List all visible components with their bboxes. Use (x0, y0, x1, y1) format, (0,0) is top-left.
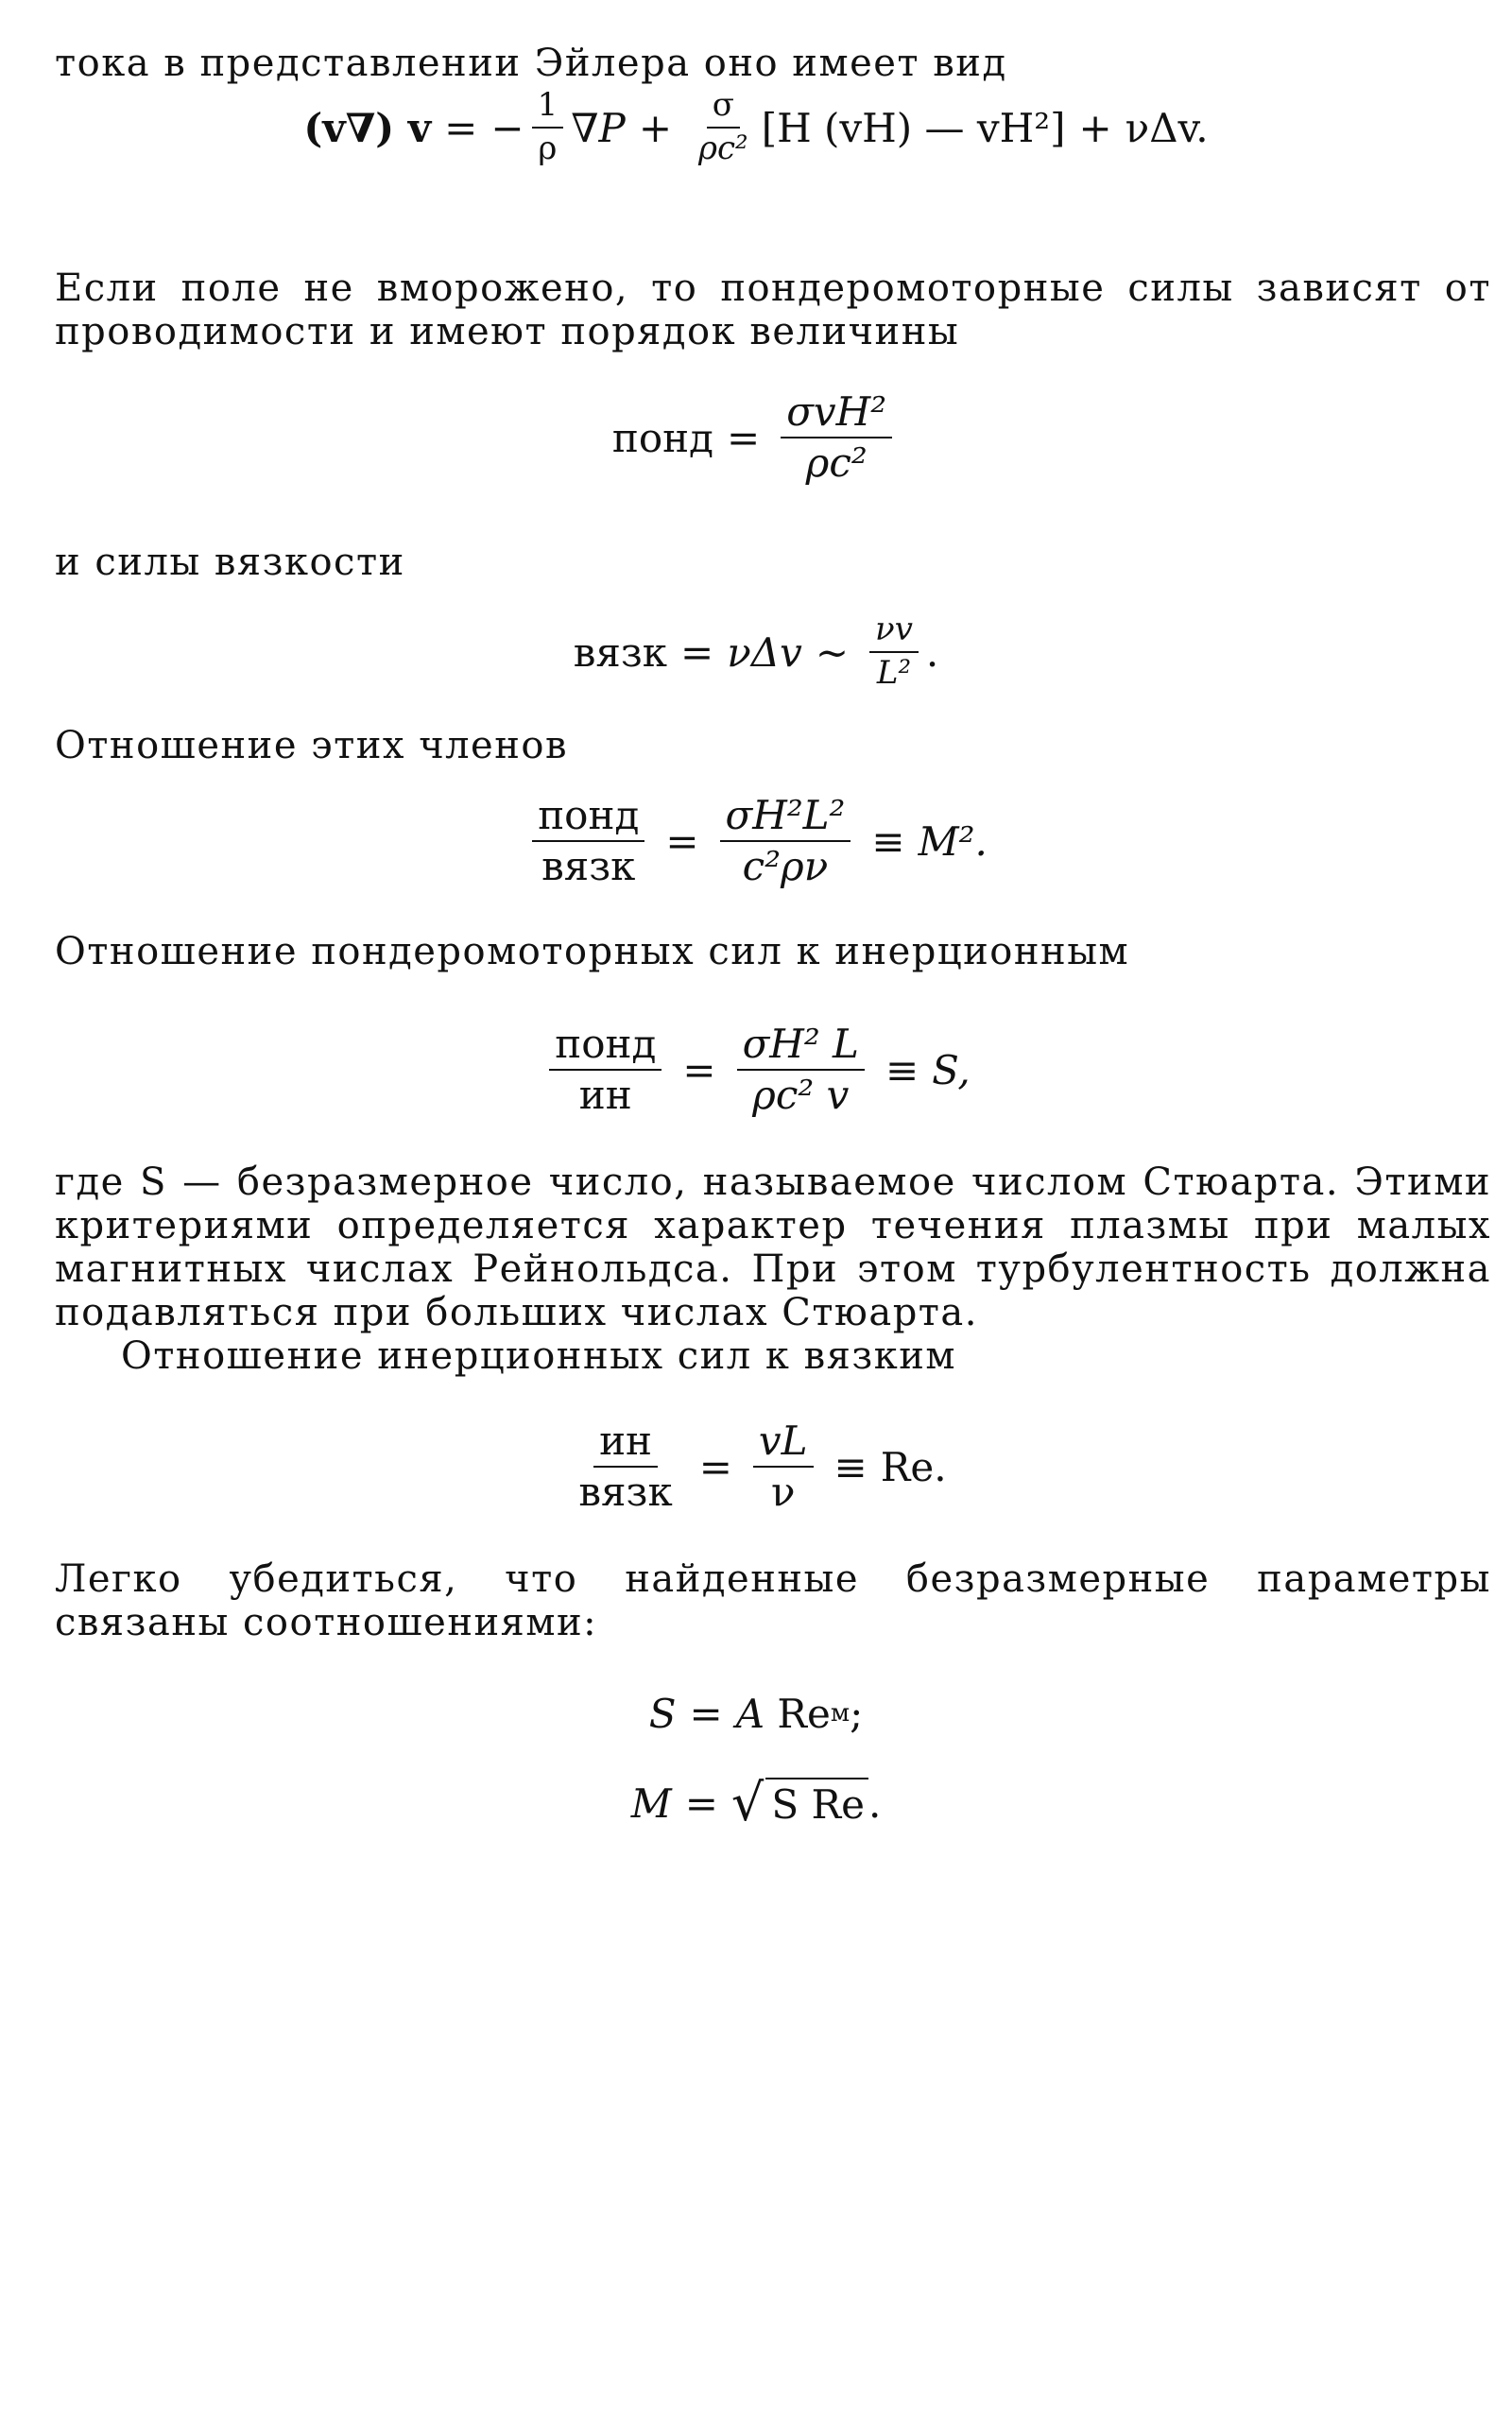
eq1-minus: − (490, 104, 524, 151)
eq2-numerator: σvH² (781, 391, 892, 438)
paragraph-3: и силы вязкости (55, 541, 405, 584)
eq1-f1-denominator: ρ (538, 129, 558, 167)
eq1-plus: + (638, 104, 673, 151)
eq5-equiv: ≡ (885, 1046, 919, 1093)
eq5-equals: = (682, 1046, 716, 1093)
eq6-fraction-2 (753, 1417, 814, 1515)
eq7-equals: = (689, 1690, 723, 1737)
eq6-f2-denominator: ν (770, 1469, 796, 1515)
eq5-fraction-1 (549, 1020, 662, 1118)
paragraph-7: Отношение инерционных сил к вязким (121, 1334, 956, 1378)
eq1-pressure-gradient: ∇P (571, 104, 626, 151)
eq1-f2-numerator: σ (707, 89, 740, 129)
eq3-laplacian: νΔv (727, 628, 802, 676)
eq5-f1-denominator: ин (578, 1072, 632, 1118)
paragraph-4: Отношение этих членов (55, 724, 568, 767)
eq6-f1-denominator: вязк (578, 1469, 673, 1515)
eq3-lhs: вязк (573, 628, 668, 676)
eq3-denominator: L² (876, 654, 912, 692)
eq5-f1-numerator: понд (549, 1023, 662, 1071)
eq4-rhs: M². (918, 817, 988, 865)
paragraph-8: Легко убедиться, что найденные безразмерные параметры связаны соотношениями: (55, 1557, 1491, 1644)
eq3-numerator: νv (869, 613, 919, 653)
eq1-f1-numerator: 1 (532, 89, 564, 129)
paragraph-1: тока в представлении Эйлера оно имеет вид (55, 42, 1007, 85)
eq4-f2-numerator: σH²L² (720, 795, 851, 842)
eq6-equals: = (698, 1443, 732, 1490)
eq1-plus-2: + (1078, 104, 1112, 151)
equation-hartmann (0, 784, 1512, 898)
eq4-equals: = (665, 817, 699, 865)
eq4-fraction-2 (720, 791, 851, 889)
eq8-equals: = (684, 1779, 718, 1827)
eq8-tail: . (868, 1779, 882, 1827)
eq6-fraction-1 (573, 1417, 678, 1515)
paragraph-2: Если поле не вморожено, то пондеромоторные силы зависят от проводимости и имеют порядок величины (55, 266, 1491, 353)
eq2-lhs: понд (611, 414, 714, 461)
eq4-f2-denominator: c²ρν (742, 843, 829, 889)
equation-stuart (0, 1013, 1512, 1126)
eq7-tail: ; (850, 1690, 864, 1737)
eq1-viscous-term: νΔv. (1125, 104, 1209, 151)
paragraph-6: где S — безразмерное число, называемое числом Стюарта. Этими критериями определяется характер течения плазмы при малых магнитных числах Рейнольдса. При этом турбулентность должна подавляться при больших числах Стюарта. (55, 1160, 1491, 1334)
eq3-equals: = (680, 628, 714, 676)
eq5-fraction-2 (737, 1020, 865, 1118)
eq6-f1-numerator: ин (593, 1420, 658, 1468)
equation-reynolds (0, 1410, 1512, 1523)
eq3-sim: ~ (815, 628, 850, 676)
eq7-lhs: S (648, 1690, 677, 1737)
eq5-f2-numerator: σH² L (737, 1023, 865, 1071)
eq8-sqrt (730, 1773, 868, 1832)
eq1-f2-denominator: ρc² (698, 129, 748, 167)
eq1-fraction-1 (532, 86, 564, 167)
paragraph-5: Отношение пондеромоторных сил к инерционным (55, 930, 1130, 973)
equation-euler (0, 76, 1512, 180)
eq3-fraction (869, 610, 919, 692)
equation-m-relation (0, 1765, 1512, 1841)
eq7-re: Re (777, 1690, 831, 1737)
eq6-equiv: ≡ (833, 1443, 868, 1490)
equation-pond (0, 386, 1512, 490)
equation-s-relation: S = A Re м ; (648, 1690, 864, 1737)
eq1-lhs: (v∇) v (303, 104, 432, 151)
eq8-radical-sign: √ (730, 1773, 765, 1832)
eq8-lhs: M (630, 1779, 672, 1827)
eq4-f1-numerator: понд (532, 795, 644, 842)
eq4-f1-denominator: вязк (541, 843, 636, 889)
eq2-equals: = (727, 414, 761, 461)
eq1-fraction-2 (693, 86, 754, 167)
eq4-fraction-1 (532, 791, 644, 889)
eq7-a: A (735, 1690, 765, 1737)
eq5-f2-denominator: ρc² v (752, 1072, 850, 1118)
eq6-rhs: Re. (880, 1443, 947, 1490)
eq2-fraction (781, 387, 892, 486)
eq5-rhs: S, (932, 1046, 971, 1093)
eq1-equals: = (444, 104, 478, 151)
eq3-tail: . (925, 628, 939, 676)
eq6-f2-numerator: vL (753, 1420, 814, 1468)
eq4-equiv: ≡ (871, 817, 905, 865)
eq1-bracket-term: [H (vH) — vH²] (761, 104, 1066, 151)
eq8-radicand: S Re (765, 1778, 868, 1829)
equation-viscous (0, 605, 1512, 699)
eq2-denominator: ρc² (805, 439, 868, 486)
